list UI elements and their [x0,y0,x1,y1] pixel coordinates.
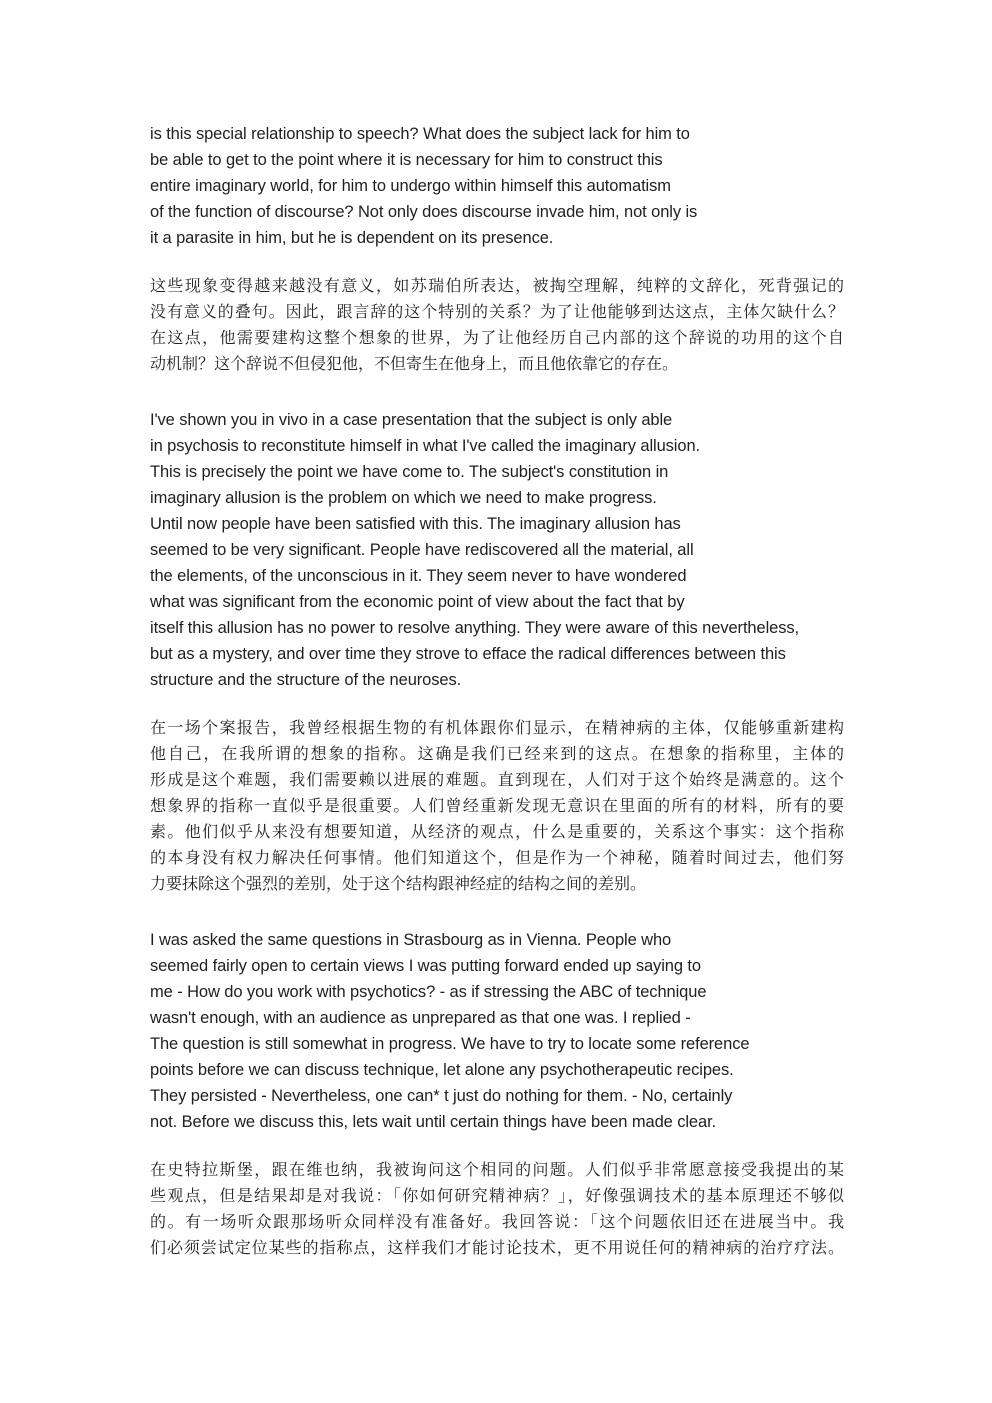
text-line: the elements, of the unconscious in it. They seem never to have wondered [150,567,687,585]
text-line: I was asked the same questions in Strasbourg as in Vienna. People who [150,931,672,949]
text-line: me - How do you work with psychotics? - as if stressing the ABC of technique [150,983,707,1001]
text-line: of the function of discourse? Not only does discourse invade him, not only is [150,203,698,221]
text-line: Until now people have been satisfied with this. The imaginary allusion has [150,515,681,533]
paragraph-chinese-1 [150,273,844,377]
text-line: in psychosis to reconstitute himself in what I've called the imaginary allusion. [150,437,701,455]
text-line: not. Before we discuss this, lets wait until certain things have been made clear. [150,1113,717,1131]
text-line: is this special relationship to speech? What does the subject lack for him to [150,125,690,143]
text-line: 在史特拉斯堡，跟在维也纳，我被询问这个相同的问题。人们似乎非常愿意接受我提出的某 [150,1160,844,1179]
text-line: The question is still somewhat in progress. We have to try to locate some reference [150,1035,750,1053]
text-line: wasn't enough, with an audience as unprepared as that one was. I replied - [150,1009,691,1027]
text-line: They persisted - Nevertheless, one can* t just do nothing for them. - No, certainly [150,1087,733,1105]
text-line: be able to get to the point where it is necessary for him to construct this [150,151,663,169]
paragraph-chinese-3 [150,1157,844,1261]
text-line: 这些现象变得越来越没有意义，如苏瑞伯所表达，被掏空理解，纯粹的文辞化，死背强记的 [150,276,844,295]
text-line: 没有意义的叠句。因此，跟言辞的这个特别的关系？为了让他能够到达这点，主体欠缺什么？ [150,302,844,321]
paragraph-chinese-2 [150,715,844,897]
text-line: it a parasite in him, but he is dependent on its presence. [150,229,554,247]
text-line: 的。有一场听众跟那场听众同样没有准备好。我回答说：「这个问题依旧还在进展当中。我 [150,1212,844,1231]
text-line: entire imaginary world, for him to undergo within himself this automatism [150,177,671,195]
paragraph-english-1 [150,121,697,251]
text-line: seemed fairly open to certain views I was putting forward ended up saying to [150,957,701,975]
text-line: 想象界的指称一直似乎是很重要。人们曾经重新发现无意识在里面的所有的材料，所有的要 [150,796,844,815]
text-line: 动机制？这个辞说不但侵犯他，不但寄生在他身上，而且他依靠它的存在。 [150,354,679,373]
text-line: seemed to be very significant. People have rediscovered all the material, all [150,541,694,559]
text-line: 们必须尝试定位某些的指称点，这样我们才能讨论技术，更不用说任何的精神病的治疗疗法。 [150,1238,844,1257]
text-line: 在这点，他需要建构这整个想象的世界，为了让他经历自己内部的这个辞说的功用的这个自 [150,328,844,347]
text-line: This is precisely the point we have come to. The subject's constitution in [150,463,669,481]
text-line: but as a mystery, and over time they strove to efface the radical differences between this [150,645,786,663]
text-line: 的本身没有权力解决任何事情。他们知道这个，但是作为一个神秘，随着时间过去，他们努 [150,848,844,867]
text-line: I've shown you in vivo in a case presentation that the subject is only able [150,411,673,429]
text-line: points before we can discuss technique, let alone any psychotherapeutic recipes. [150,1061,734,1079]
text-line: 素。他们似乎从来没有想要知道，从经济的观点，什么是重要的，关系这个事实：这个指称 [150,822,844,841]
text-line: 力要抹除这个强烈的差别，处于这个结构跟神经症的结构之间的差别。 [150,874,647,893]
text-line: structure and the structure of the neuroses. [150,671,462,689]
text-line: what was significant from the economic point of view about the fact that by [150,593,685,611]
text-line: 形成是这个难题，我们需要赖以进展的难题。直到现在，人们对于这个始终是满意的。这个 [150,770,844,789]
text-line: itself this allusion has no power to resolve anything. They were aware of this nevertheless, [150,619,800,637]
paragraph-english-3 [150,927,749,1135]
text-line: imaginary allusion is the problem on which we need to make progress. [150,489,657,507]
text-line: 他自己，在我所谓的想象的指称。这确是我们已经来到的这点。在想象的指称里，主体的 [150,744,844,763]
text-line: 在一场个案报告，我曾经根据生物的有机体跟你们显示，在精神病的主体，仅能够重新建构 [150,718,844,737]
paragraph-english-2 [150,407,799,693]
text-line: 些观点，但是结果却是对我说：「你如何研究精神病？」，好像强调技术的基本原理还不够似 [150,1186,844,1205]
